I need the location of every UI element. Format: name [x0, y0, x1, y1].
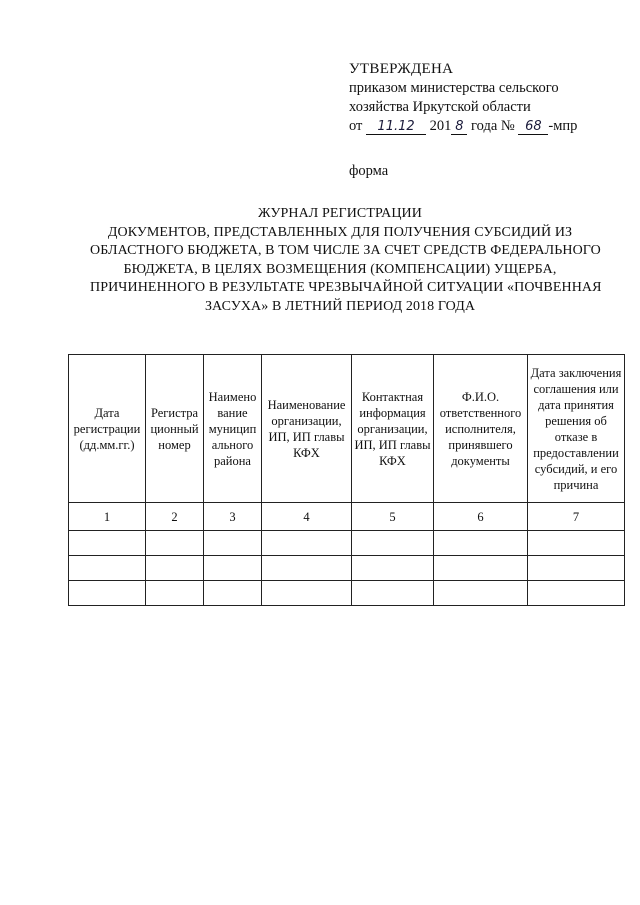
approval-heading: УТВЕРЖДЕНА	[349, 61, 454, 77]
header-organization-name: Наименование организации, ИП, ИП главы КФХ	[262, 355, 352, 503]
title-line: ДОКУМЕНТОВ, ПРЕДСТАВЛЕННЫХ ДЛЯ ПОЛУЧЕНИЯ СУБСИДИЙ ИЗ	[107, 224, 573, 240]
table-row	[69, 581, 625, 606]
table-cell	[204, 581, 262, 606]
table-cell	[352, 531, 434, 556]
table-cell	[528, 556, 625, 581]
approval-block	[349, 60, 619, 136]
table-cell	[146, 581, 204, 606]
approval-line-2: хозяйства Иркутской области	[349, 99, 531, 115]
title-line: ОБЛАСТНОГО БЮДЖЕТА, В ТОМ ЧИСЛЕ ЗА СЧЕТ СРЕДСТВ ФЕДЕРАЛЬНОГО	[90, 243, 601, 258]
header-registration-date: Дата регистрации (дд.мм.гг.)	[69, 355, 146, 503]
table-cell	[352, 581, 434, 606]
handwritten-order-number: 68	[518, 119, 548, 135]
title-line: ЗАСУХА» В ЛЕТНИЙ ПЕРИОД 2018 ГОДА	[204, 298, 476, 314]
column-number: 6	[434, 503, 528, 531]
table-cell	[434, 531, 528, 556]
date-prefix: от	[349, 118, 363, 134]
table-cell	[528, 531, 625, 556]
column-number: 7	[528, 503, 625, 531]
registration-journal-table	[68, 354, 625, 606]
header-contact-info: Контактная информация организации, ИП, ИП главы КФХ	[352, 355, 434, 503]
table-cell	[146, 531, 204, 556]
column-number: 2	[146, 503, 204, 531]
table-cell	[352, 556, 434, 581]
table-cell	[434, 556, 528, 581]
table-cell	[262, 556, 352, 581]
column-number: 1	[69, 503, 146, 531]
table-row	[69, 556, 625, 581]
form-label: форма	[349, 163, 389, 179]
table-row	[69, 531, 625, 556]
column-number: 5	[352, 503, 434, 531]
table-cell	[69, 581, 146, 606]
column-number-row	[69, 503, 625, 531]
handwritten-date: 11.12	[366, 119, 426, 135]
handwritten-year-digit: 8	[451, 119, 467, 135]
column-number: 3	[204, 503, 262, 531]
approval-line-1: приказом министерства сельского	[349, 80, 559, 96]
table-cell	[262, 531, 352, 556]
table-cell	[528, 581, 625, 606]
table-cell	[69, 531, 146, 556]
table-cell	[434, 581, 528, 606]
table-cell	[69, 556, 146, 581]
table-cell	[204, 531, 262, 556]
number-suffix: -мпр	[548, 118, 578, 134]
year-suffix: года №	[471, 118, 515, 134]
title-line: ЖУРНАЛ РЕГИСТРАЦИИ	[258, 206, 422, 221]
table-cell	[146, 556, 204, 581]
title-line: ПРИЧИНЕННОГО В РЕЗУЛЬТАТЕ ЧРЕЗВЫЧАЙНОЙ СИТУАЦИИ «ПОЧВЕННАЯ	[90, 280, 602, 295]
table-cell	[204, 556, 262, 581]
title-line: БЮДЖЕТА, В ЦЕЛЯХ ВОЗМЕЩЕНИЯ (КОМПЕНСАЦИИ) УЩЕРБА,	[123, 261, 557, 277]
year-prefix: 201	[429, 118, 452, 134]
approval-date-line	[349, 117, 619, 136]
table-header-row	[69, 355, 625, 503]
column-number: 4	[262, 503, 352, 531]
header-registration-number: Регистра ционный номер	[146, 355, 204, 503]
header-responsible-person: Ф.И.О. ответственного исполнителя, принявшего документы	[434, 355, 528, 503]
header-agreement-date: Дата заключения соглашения или дата принятия решения об отказе в предоставлении субсидий, и его причина	[528, 355, 625, 503]
table-cell	[262, 581, 352, 606]
header-district-name: Наимено вание муницип ального района	[204, 355, 262, 503]
journal-title	[90, 205, 602, 316]
